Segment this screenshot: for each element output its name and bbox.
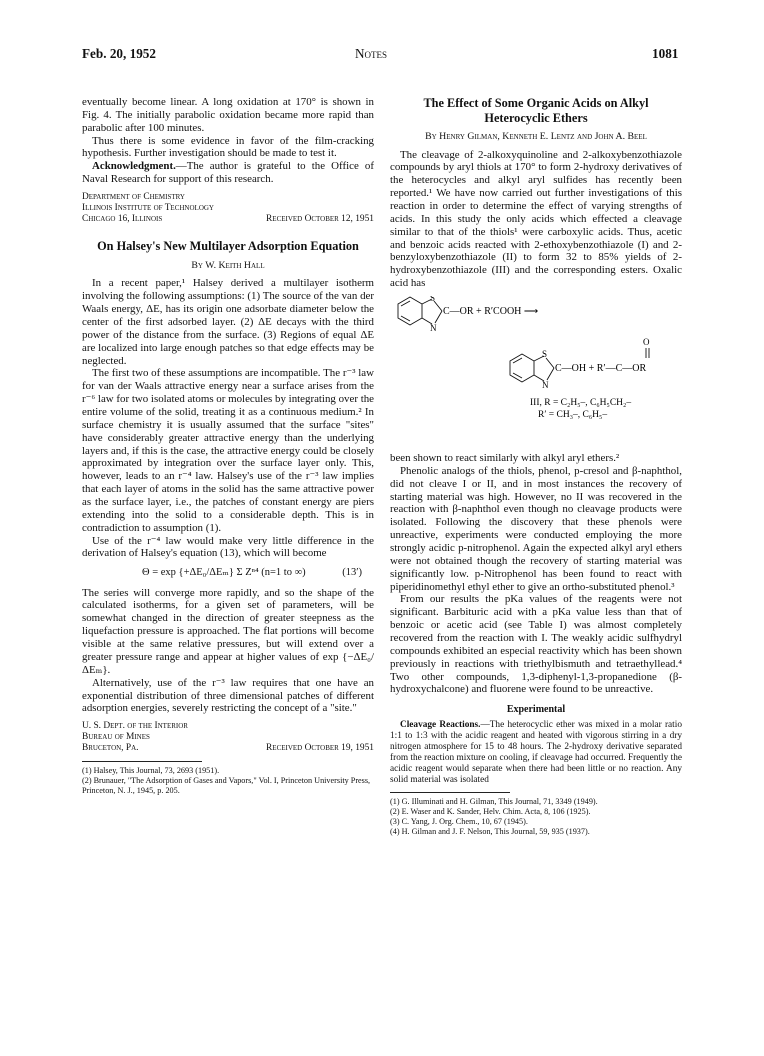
reactants-text: C—OR + R′COOH ⟶	[443, 306, 539, 317]
nitrogen-atom: N	[430, 323, 437, 333]
scheme-caption: III, R = C₂H₅–, C₆H₅CH₂–	[530, 398, 632, 408]
experimental-text: —The heterocyclic ether was mixed in a molar ratio 1:1 to 1:3 with the acidic reagent and heated with vigorous stirring in a dry nitrogen atmosphere for 15 to 48 hours. The 2-hydroxy derivative separated from the reaction mixture on cooling, if cleavage had occurred. Frequently the acidic reagent would separate when there had been little or no reaction. Any solid material was isolated	[390, 720, 682, 785]
paragraph: The cleavage of 2-alkoxyquinoline and 2-alkoxybenzothiazole compounds by aryl thiols at 170° to form 2-hydroxy derivatives of the heterocycles and alkyl aryl sulfides has recently been reported.¹ We have now carried out further investigations of this reaction in order to determine the effect of varying strengths of acids. In this study the only acids which effected a cleavage similar to that of the thiols¹ were carboxylic acids. Thus, acetic and benzoic acids reacted with 2-ethoxybenzothiazole (I) and 2-benzyloxybenzothiazole (II) to form 32 to 85% yields of 2-hydroxybenzothiazole (III) and the corresponding esters. Oxalic acid has	[390, 148, 682, 290]
benzothiazole-structure	[398, 297, 442, 325]
article-title: The Effect of Some Organic Acids on Alkyl Heterocyclic Ethers	[423, 96, 649, 125]
author-address	[82, 721, 374, 754]
section-heading: Experimental	[506, 704, 566, 716]
footnote: (3) C. Yang, J. Org. Chem., 10, 67 (1945).	[390, 816, 528, 826]
address-line: Bureau of Mines	[82, 732, 150, 743]
article-byline: By W. Keith Hall	[191, 259, 265, 271]
footnote: (1) G. Illuminati and H. Gilman, This Journal, 71, 3349 (1949).	[390, 796, 598, 806]
footnote: (2) E. Waser and K. Sander, Helv. Chim. Acta, 8, 106 (1925).	[390, 806, 591, 816]
received-date: Received October 12, 1951	[266, 214, 374, 225]
equation	[82, 567, 374, 579]
running-header-date: Feb. 20, 1952	[82, 46, 156, 61]
footnote: (4) H. Gilman and J. F. Nelson, This Journal, 59, 935 (1937).	[390, 826, 590, 836]
page-number: 1081	[652, 46, 679, 61]
footnotes	[82, 766, 374, 796]
footnote-rule	[390, 792, 510, 793]
acknowledgment-text: —The author is grateful to the Office of Naval Research for support of this research.	[82, 160, 374, 186]
left-column	[82, 96, 374, 796]
oxygen-atom: O	[643, 337, 650, 347]
paragraph: Thus there is some evidence in favor of the film-cracking hypothesis. Further investigation should be made to test it.	[82, 134, 374, 160]
paragraph: The series will converge more rapidly, and so the shape of the calculated isotherms, for a given set of parameters, will be somewhat changed in the direction of greater steepness as the liquefaction pressure is approached. The flat portions will become visible at the same relative pressures, but will extend over a greater pressure range and appear at higher values of exp {−ΔE₀/ΔEₘ}.	[82, 586, 374, 676]
nitrogen-atom: N	[542, 380, 549, 390]
address-line: Chicago 16, Illinois	[82, 214, 163, 225]
running-header-section: Notes	[355, 46, 388, 61]
sulfur-atom: S	[542, 349, 548, 359]
reaction-scheme-drawing	[390, 296, 682, 446]
acknowledgment	[82, 160, 374, 186]
paragraph	[390, 720, 682, 786]
acknowledgment-heading: Acknowledgment.	[92, 160, 176, 173]
reaction-scheme	[390, 296, 682, 446]
right-column	[390, 96, 682, 837]
address-line: Bruceton, Pa.	[82, 743, 139, 754]
paragraph: eventually become linear. A long oxidation at 170° is shown in Fig. 4. The initially parabolic oxidation became more rapid than parabolic after 100 minutes.	[82, 96, 374, 134]
equation-number: (13′)	[342, 567, 362, 579]
paragraph: Alternatively, use of the r⁻³ law requires that one have an exponential distribution of three dimensional patches of different adsorption energies, severely restricting the concept of a "site."	[82, 676, 374, 715]
received-date: Received October 19, 1951	[266, 743, 374, 754]
article-title: On Halsey's New Multilayer Adsorption Equation	[97, 239, 359, 254]
equation-body: Θ = exp {+ΔE₀/ΔEₘ} Σ Zⁿ⁴ (n=1 to ∞)	[142, 567, 306, 579]
subsection-heading: Cleavage Reactions.	[400, 720, 481, 731]
paragraph: The first two of these assumptions are incompatible. The r⁻³ law for van der Waals attractive energy near a surface arises from the r⁻⁶ law for two isolated atoms or molecules by integrating over the entire volume of the solid, treating it as a continuous medium.² In surface chemistry it is usually assumed that the surface "sites" have considerably greater attractive energy than the underlying layers and, if this is the case, the attractive energy could be closely approximated by integration over the surface layer only. This, however, leads to an r⁻⁴ law. Halsey's use of the r⁻³ law implies that each layer of atoms in the solid has the same attractive power as the surface layer, i.e., the patches of constant energy are piers extending into the solid to a considerable depth. This is in contradiction to assumption (1).	[82, 367, 374, 534]
address-line: U. S. Dept. of the Interior	[82, 721, 188, 732]
paragraph: been shown to react similarly with alkyl aryl ethers.²	[390, 452, 620, 464]
paragraph: Use of the r⁻⁴ law would make very little difference in the derivation of Halsey's equation (13), which will become	[82, 534, 374, 560]
footnote-rule	[82, 761, 202, 762]
article-byline: By Henry Gilman, Kenneth E. Lentz and John A. Beel	[425, 131, 647, 142]
scheme-caption: R′ = CH₃–, C₆H₅–	[538, 410, 608, 420]
products-text: C—OH + R′—C—OR	[555, 363, 647, 374]
address-line: Illinois Institute of Technology	[82, 203, 214, 214]
paragraph: Phenolic analogs of the thiols, phenol, p-cresol and β-naphthol, did not cleave I or II, and in most instances the recovery of starting material was high. However, no II was recovered in the reaction with β-naphthol even though no cleavage products were isolated. Following the discovery that these phenols were unreactive, experiments were conducted employing the more strongly acidic p-nitrophenol. Again the expected alkyl aryl ethers were not obtained though the recovery of starting material was significantly low. p-Nitrophenol has been found to react with piperidinomethyl ethyl ether to give an ortho-substituted phenol.³	[390, 464, 682, 593]
address-line: Department of Chemistry	[82, 192, 185, 203]
footnote: (2) Brunauer, "The Adsorption of Gases and Vapors," Vol. I, Princeton University Press, Princeton, N. J., 1945, p. 205.	[82, 775, 371, 795]
sulfur-atom: S	[430, 296, 436, 303]
footnote: (1) Halsey, This Journal, 73, 2693 (1951).	[82, 765, 220, 775]
author-address	[82, 192, 374, 225]
footnotes	[390, 797, 682, 837]
paragraph: From our results the pKa values of the reagents were not significant. Barbituric acid with a pKa value less than that of benzoic or acetic acid (see Table I) was almost completely recovered from the reaction with I. The weakly acidic sulfhydryl compounds exhibited an especial reactivity which has been shown previously in reactions with triethylbismuth and tetraethyllead.⁴ Two other compounds, 1,3-diphenyl-1,3-propanedione (β-hydroxychalcone) and fluorene were found to be unreactive.	[390, 593, 682, 696]
paragraph: In a recent paper,¹ Halsey derived a multilayer isotherm involving the following assumptions: (1) The source of the van der Waals energy, ΔE, has its origin one adsorbate diameter below the center of the first adsorbed layer. (2) ΔE decays with the third power of the distance from the surface. (3) Regions of equal ΔE are localized into large enough patches so that edge effects may be neglected.	[82, 277, 374, 367]
